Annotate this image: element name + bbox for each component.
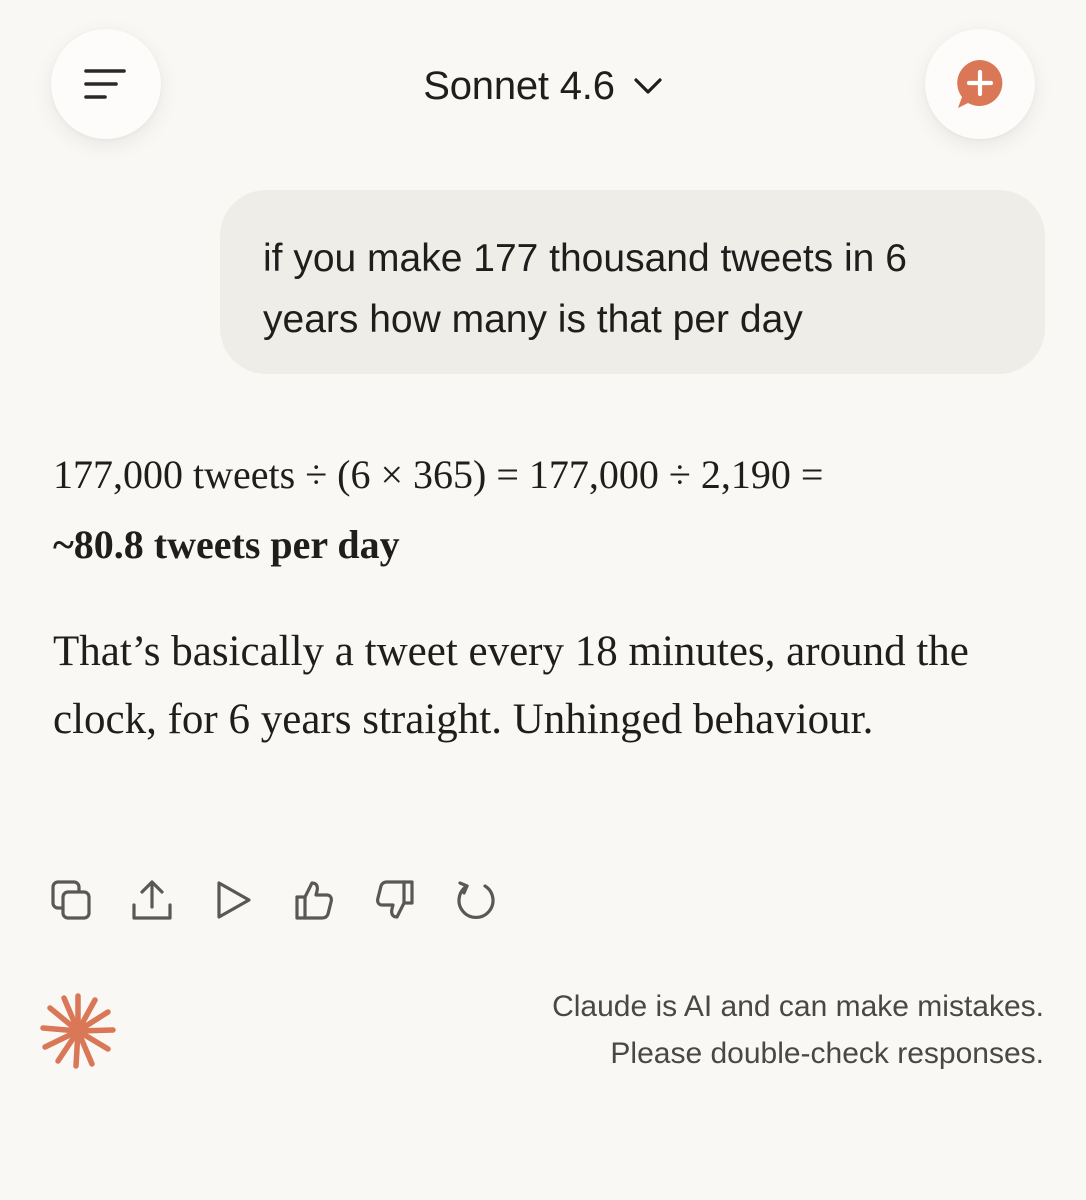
thumbs-up-icon	[292, 878, 336, 922]
thumbs-down-button[interactable]	[372, 877, 418, 923]
claude-logo-icon	[40, 993, 116, 1069]
message-actions	[48, 877, 534, 923]
thumbs-down-icon	[373, 878, 417, 922]
menu-icon	[83, 64, 129, 104]
disclaimer	[552, 983, 1044, 1077]
play-icon	[211, 878, 255, 922]
copy-button[interactable]	[48, 877, 94, 923]
retry-icon	[454, 878, 498, 922]
assistant-calculation	[53, 440, 1043, 580]
chevron-down-icon	[633, 76, 663, 96]
paragraph-text: That’s basically a tweet every 18 minutes, around the clock, for 6 years straight. Unhinged behaviour.	[53, 628, 969, 743]
model-selector[interactable]	[423, 64, 663, 109]
model-name: Sonnet 4.6	[423, 63, 615, 108]
share-button[interactable]	[129, 877, 175, 923]
disclaimer-line-1: Claude is AI and can make mistakes.	[552, 990, 1044, 1023]
new-chat-button[interactable]	[925, 29, 1035, 139]
read-aloud-button[interactable]	[210, 877, 256, 923]
calculation-text: 177,000 tweets ÷ (6 × 365) = 177,000 ÷ 2,190 =	[53, 452, 824, 497]
retry-button[interactable]	[453, 877, 499, 923]
menu-button[interactable]	[51, 29, 161, 139]
calculation-result: ~80.8 tweets per day	[53, 522, 400, 567]
assistant-paragraph	[53, 618, 1043, 754]
disclaimer-line-2: Please double-check responses.	[610, 1037, 1044, 1070]
copy-icon	[49, 878, 93, 922]
user-message-bubble	[220, 190, 1045, 374]
thumbs-up-button[interactable]	[291, 877, 337, 923]
share-icon	[130, 878, 174, 922]
user-message-text: if you make 177 thousand tweets in 6 years how many is that per day	[263, 237, 907, 341]
new-chat-icon	[952, 56, 1008, 112]
